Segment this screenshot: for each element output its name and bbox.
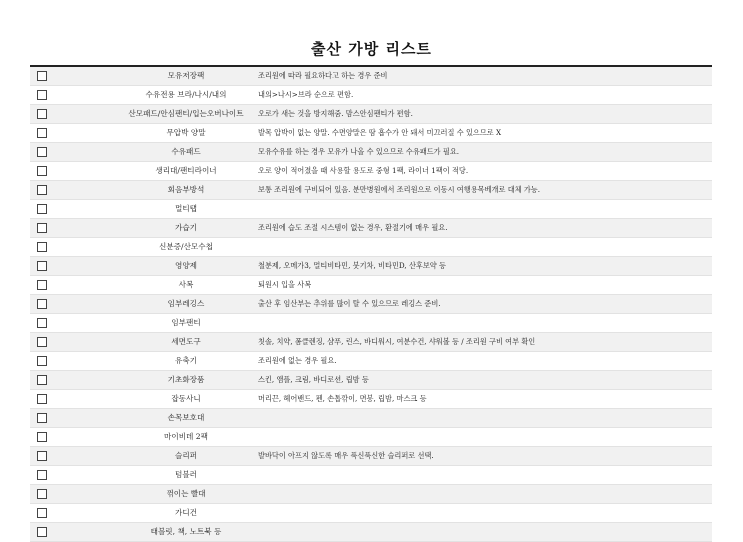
checklist-row <box>30 447 712 466</box>
item-note: 퇴원시 입을 사복 <box>258 280 312 289</box>
checklist-row <box>30 428 712 447</box>
item-name: 슬리퍼 <box>174 451 197 460</box>
checklist-row <box>30 333 712 352</box>
item-note: 철분제, 오메가3, 멀티비타민, 붓기차, 비타민D, 산후보약 등 <box>258 261 446 270</box>
item-name: 임부레깅스 <box>167 299 205 308</box>
checklist-row <box>30 238 712 257</box>
item-name: 사복 <box>178 280 194 289</box>
item-name: 무압박 양말 <box>166 128 206 137</box>
item-name: 잡동사니 <box>171 394 201 403</box>
checklist-row <box>30 295 712 314</box>
item-name: 임부팬티 <box>171 318 201 327</box>
item-name: 멀티탭 <box>174 204 197 213</box>
item-checkbox[interactable] <box>37 261 47 271</box>
item-checkbox[interactable] <box>37 204 47 214</box>
item-name: 기초화장품 <box>167 375 205 384</box>
item-checkbox[interactable] <box>37 489 47 499</box>
item-checkbox[interactable] <box>37 242 47 252</box>
checklist-row <box>30 409 712 428</box>
item-note: 칫솔, 치약, 폼클렌징, 샴푸, 린스, 바디워시, 여분수건, 샤워볼 등 / 조리원 구비 여부 확인 <box>258 337 536 346</box>
item-checkbox[interactable] <box>37 299 47 309</box>
checklist-row <box>30 105 712 124</box>
item-checkbox[interactable] <box>37 375 47 385</box>
item-note: 보통 조리원에 구비되어 있음. 분만병원에서 조리원으로 이동시 여행용목베개로 대체 가능. <box>258 185 541 194</box>
item-name: 세면도구 <box>171 337 201 346</box>
item-name: 수유패드 <box>171 147 201 156</box>
item-checkbox[interactable] <box>37 451 47 461</box>
item-checkbox[interactable] <box>37 356 47 366</box>
item-checkbox[interactable] <box>37 527 47 537</box>
checklist-row <box>30 143 712 162</box>
item-checkbox[interactable] <box>37 223 47 233</box>
item-checkbox[interactable] <box>37 470 47 480</box>
item-note: 오로가 새는 것을 방지해줌. 맘스안심팬티가 편함. <box>258 109 413 118</box>
checklist-row <box>30 314 712 333</box>
checklist-row <box>30 67 712 86</box>
item-note: 내의>나시>브라 순으로 편함. <box>258 90 354 99</box>
item-checkbox[interactable] <box>37 90 47 100</box>
checklist-row <box>30 390 712 409</box>
item-note: 발목 압박이 없는 양말. 수면양말은 땀 흡수가 안 돼서 미끄러질 수 있으므로 X <box>258 128 502 137</box>
item-checkbox[interactable] <box>37 71 47 81</box>
checklist-row <box>30 276 712 295</box>
page-title: 출산 가방 리스트 <box>311 40 432 58</box>
item-checkbox[interactable] <box>37 337 47 347</box>
item-note: 스킨, 앰플, 크림, 바디로션, 립밤 등 <box>258 375 369 384</box>
item-checkbox[interactable] <box>37 318 47 328</box>
item-checkbox[interactable] <box>37 166 47 176</box>
item-note: 오로 양이 적어졌을 때 사용할 용도로 중형 1팩, 라이너 1팩이 적당. <box>258 166 469 175</box>
item-checkbox[interactable] <box>37 109 47 119</box>
checklist-row <box>30 485 712 504</box>
item-checkbox[interactable] <box>37 185 47 195</box>
item-name: 생리대/팬티라이너 <box>155 166 217 175</box>
item-name: 영양제 <box>174 261 197 270</box>
item-name: 마이비데 2팩 <box>164 432 208 441</box>
item-checkbox[interactable] <box>37 147 47 157</box>
item-name: 태블릿, 책, 노트북 등 <box>150 527 222 536</box>
item-note: 모유수유를 하는 경우 모유가 나올 수 있으므로 수유패드가 필요. <box>258 147 460 156</box>
item-name: 수유전용 브라/나시/내의 <box>145 90 227 99</box>
checklist-row <box>30 86 712 105</box>
checklist-row <box>30 523 712 542</box>
item-name: 꺾이는 빨대 <box>166 489 206 498</box>
item-name: 가습기 <box>174 223 197 232</box>
item-name: 회음부방석 <box>167 185 205 194</box>
item-note: 출산 후 임산부는 추위를 많이 탈 수 있으므로 레깅스 준비. <box>258 299 441 308</box>
item-note: 조리원에 따라 필요하다고 하는 경우 준비 <box>258 71 388 80</box>
checklist-row <box>30 162 712 181</box>
item-checkbox[interactable] <box>37 413 47 423</box>
item-name: 가디건 <box>174 508 197 517</box>
checklist-table <box>30 67 712 542</box>
checklist-row <box>30 200 712 219</box>
item-name: 모유저장팩 <box>167 71 205 80</box>
checklist-row <box>30 466 712 485</box>
item-name: 손목보호대 <box>167 413 205 422</box>
item-checkbox[interactable] <box>37 394 47 404</box>
item-name: 신분증/산모수첩 <box>159 242 213 251</box>
item-note: 조리원에 습도 조절 시스템이 없는 경우, 환절기에 매우 필요. <box>258 223 448 232</box>
checklist-row <box>30 124 712 143</box>
item-note: 머리끈, 헤어밴드, 펜, 손톱깎이, 면봉, 립밤, 마스크 등 <box>258 394 427 403</box>
checklist-row <box>30 181 712 200</box>
item-checkbox[interactable] <box>37 508 47 518</box>
item-checkbox[interactable] <box>37 128 47 138</box>
item-note: 조리원에 없는 경우 필요. <box>258 356 337 365</box>
checklist-row <box>30 257 712 276</box>
checklist-row <box>30 219 712 238</box>
item-note: 발바닥이 아프지 않도록 매우 푹신푹신한 슬리퍼로 선택. <box>258 451 434 460</box>
item-checkbox[interactable] <box>37 432 47 442</box>
item-name: 산모패드/안심팬티/입는오버나이트 <box>128 109 244 118</box>
item-name: 텀블러 <box>174 470 197 479</box>
item-checkbox[interactable] <box>37 280 47 290</box>
checklist-row <box>30 352 712 371</box>
item-name: 유축기 <box>174 356 197 365</box>
checklist-row <box>30 371 712 390</box>
checklist-row <box>30 504 712 523</box>
